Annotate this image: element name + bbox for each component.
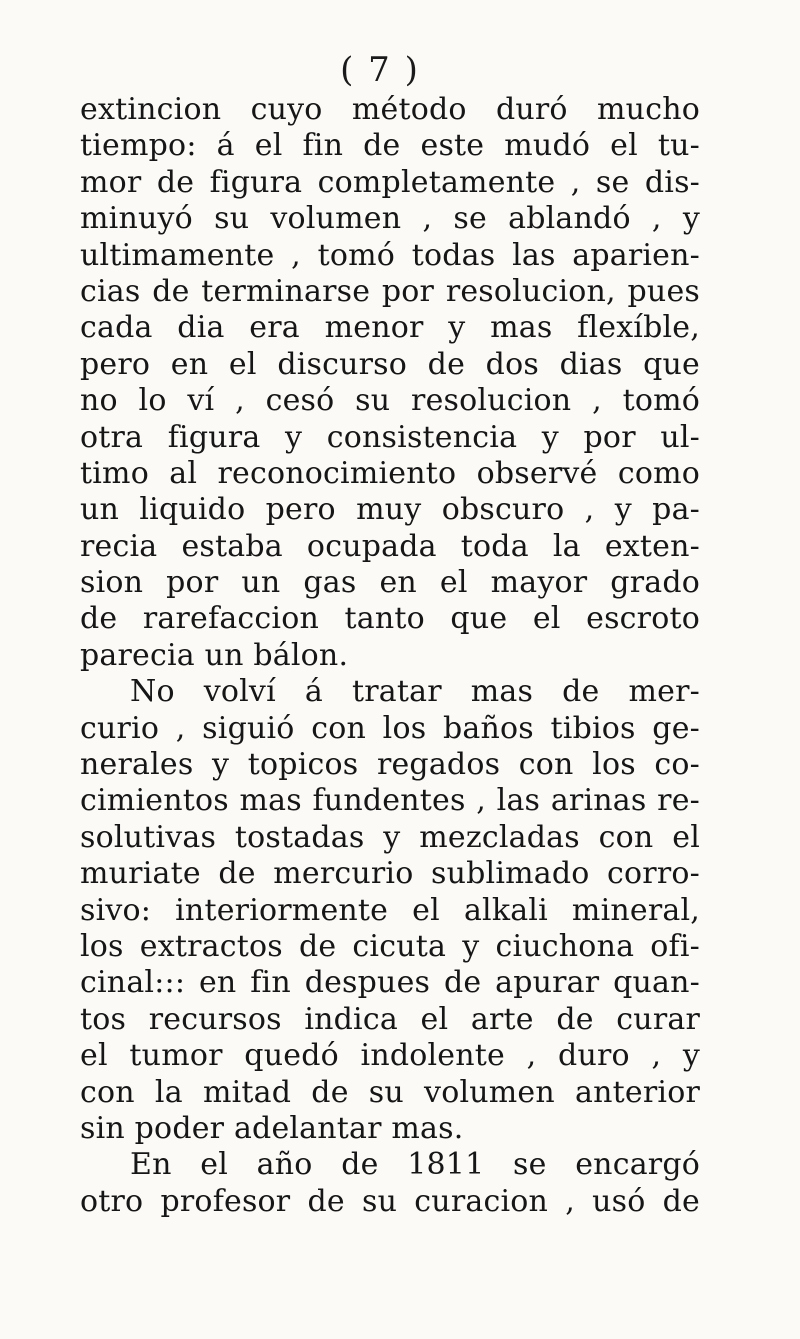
text-line-7: cada dia era menor y mas flexíble, bbox=[80, 310, 700, 346]
text-line-15: de rarefaccion tanto que el escroto bbox=[80, 601, 700, 637]
text-line-13: recia estaba ocupada toda la exten- bbox=[80, 528, 700, 564]
page-number: ( 7 ) bbox=[340, 50, 420, 90]
text-line-24: los extractos de cicuta y ciuchona ofi- bbox=[80, 928, 700, 964]
body-text bbox=[80, 92, 700, 1220]
text-line-11: timo al reconocimiento observé como bbox=[80, 455, 700, 491]
text-line-5: ultimamente , tomó todas las aparien- bbox=[80, 237, 700, 273]
text-line-1: extincion cuyo método duró mucho bbox=[80, 92, 700, 127]
text-line-3: mor de figura completamente , se dis- bbox=[80, 164, 700, 200]
text-line-31: otro profesor de su curacion , usó de bbox=[80, 1183, 700, 1219]
text-line-18: curio , siguió con los baños tibios ge- bbox=[80, 710, 700, 746]
text-line-29: sin poder adelantar mas. bbox=[80, 1110, 464, 1146]
text-line-8: pero en el discurso de dos dias que bbox=[80, 346, 700, 382]
text-line-14: sion por un gas en el mayor grado bbox=[80, 565, 700, 601]
text-line-26: tos recursos indica el arte de curar bbox=[80, 1001, 700, 1037]
text-line-27: el tumor quedó indolente , duro , y bbox=[80, 1038, 700, 1074]
text-line-21: solutivas tostadas y mezcladas con el bbox=[80, 819, 700, 855]
text-line-17: No volví á tratar mas de mer- bbox=[130, 674, 700, 710]
text-line-20: cimientos mas fundentes , las arinas re- bbox=[80, 783, 700, 819]
text-line-28: con la mitad de su volumen anterior bbox=[80, 1074, 700, 1110]
text-line-6: cias de terminarse por resolucion, pues bbox=[80, 273, 700, 309]
text-line-9: no lo ví , cesó su resolucion , tomó bbox=[80, 383, 700, 419]
text-line-22: muriate de mercurio sublimado corro- bbox=[80, 856, 700, 892]
text-line-10: otra figura y consistencia y por ul- bbox=[80, 419, 700, 455]
text-line-16: parecia un bálon. bbox=[80, 637, 349, 673]
text-line-12: un liquido pero muy obscuro , y pa- bbox=[80, 492, 700, 528]
text-line-30: En el año de 1811 se encargó bbox=[130, 1147, 700, 1183]
text-line-23: sivo: interiormente el alkali mineral, bbox=[80, 892, 700, 928]
text-line-25: cinal::: en fin despues de apurar quan- bbox=[80, 965, 700, 1001]
text-line-4: minuyó su volumen , se ablandó , y bbox=[80, 201, 700, 237]
text-line-19: nerales y topicos regados con los co- bbox=[80, 747, 700, 783]
text-line-2: tiempo: á el fin de este mudó el tu- bbox=[80, 128, 700, 164]
